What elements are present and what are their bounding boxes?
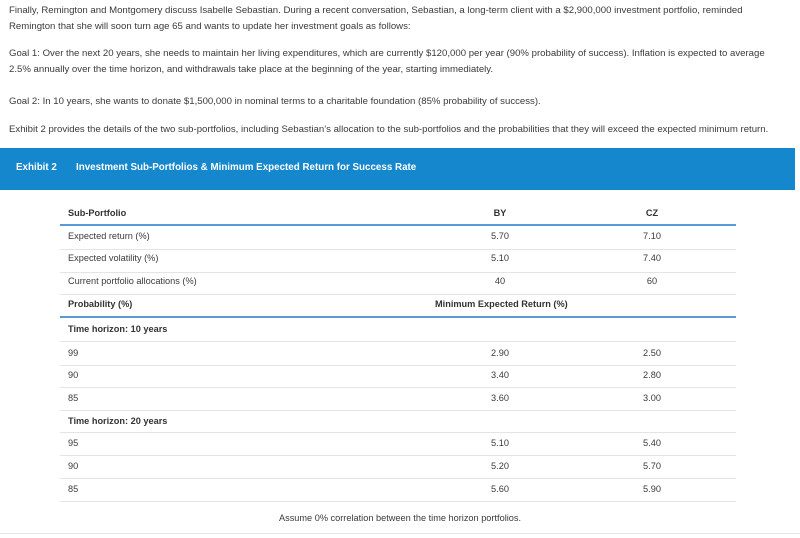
row-cz-value: 2.50 [643, 348, 661, 358]
table-footnote: Assume 0% correlation between the time horizon portfolios. [278, 513, 522, 523]
probability-rule [60, 316, 736, 318]
row-cz-value: 5.90 [643, 484, 661, 494]
header-rule [60, 224, 736, 226]
table-row [60, 231, 736, 247]
header-sub-portfolio: Sub-Portfolio [68, 208, 127, 218]
row-divider [60, 387, 736, 388]
table-row [60, 276, 736, 292]
paragraph-goal1-line1: Goal 1: Over the next 20 years, she needs to maintain her living expenditures, which are currently $120,000 per year (90% probability of success). Inflation is expected to average [9, 48, 765, 59]
paragraph-intro [9, 3, 789, 35]
exhibit-label: Exhibit 2 [16, 162, 57, 173]
row-probability: 99 [68, 348, 79, 358]
row-probability: 90 [68, 461, 79, 471]
paragraph-goal1-line2: 2.5% annually over the time horizon, and withdrawals take place at the beginning of the year, starting immediately. [9, 64, 494, 75]
paragraph-goal1 [9, 46, 789, 78]
header-probability: Probability (%) [68, 299, 133, 309]
paragraph-exhibit-intro: Exhibit 2 provides the details of the two sub-portfolios, including Sebastian’s allocation to the sub-portfolios and the probabilities that they will exceed the expected minimum return. [9, 124, 769, 135]
table-row [60, 484, 736, 500]
row-by-value: 5.10 [491, 438, 509, 448]
row-divider [60, 455, 736, 456]
row-cz-value: 7.10 [643, 231, 661, 241]
row-probability: 85 [68, 484, 79, 494]
row-divider [60, 410, 736, 411]
row-divider [60, 294, 736, 295]
table-row [60, 438, 736, 454]
exhibit-banner [0, 148, 795, 190]
row-by-value: 5.70 [491, 231, 509, 241]
exhibit-title: Investment Sub-Portfolios & Minimum Expected Return for Success Rate [76, 162, 417, 173]
horizon-10-label: Time horizon: 10 years [68, 324, 168, 334]
row-label: Expected return (%) [68, 231, 150, 241]
row-divider [60, 272, 736, 273]
row-label: Current portfolio allocations (%) [68, 276, 197, 286]
row-by-value: 40 [494, 276, 506, 286]
table-row [60, 348, 736, 364]
row-divider [60, 478, 736, 479]
row-by-value: 5.10 [491, 253, 509, 263]
row-cz-value: 60 [646, 276, 658, 286]
row-probability: 95 [68, 438, 79, 448]
row-cz-value: 5.70 [643, 461, 661, 471]
table-row [60, 393, 736, 409]
row-divider [60, 432, 736, 433]
header-by: BY [493, 208, 507, 218]
page-bottom-divider [0, 533, 800, 534]
row-by-value: 3.40 [491, 370, 509, 380]
row-divider [60, 249, 736, 250]
header-min-expected-return: Minimum Expected Return (%) [435, 299, 568, 309]
row-by-value: 5.60 [491, 484, 509, 494]
row-cz-value: 3.00 [643, 393, 661, 403]
header-cz: CZ [645, 208, 659, 218]
row-cz-value: 2.80 [643, 370, 661, 380]
row-by-value: 5.20 [491, 461, 509, 471]
table-row [60, 461, 736, 477]
row-probability: 90 [68, 370, 79, 380]
horizon-20-label: Time horizon: 20 years [68, 416, 168, 426]
row-cz-value: 5.40 [643, 438, 661, 448]
row-label: Expected volatility (%) [68, 253, 159, 263]
paragraph-intro-line2: Remington that she will soon turn age 65 and wants to update her investment goals as follows: [9, 21, 411, 32]
paragraph-goal2: Goal 2: In 10 years, she wants to donate $1,500,000 in nominal terms to a charitable foundation (85% probability of success). [9, 96, 541, 107]
table-row [60, 253, 736, 269]
row-cz-value: 7.40 [643, 253, 661, 263]
row-by-value: 3.60 [491, 393, 509, 403]
row-divider [60, 365, 736, 366]
row-probability: 85 [68, 393, 79, 403]
table-row [60, 370, 736, 386]
row-divider [60, 501, 736, 502]
row-divider [60, 341, 736, 342]
paragraph-intro-line1: Finally, Remington and Montgomery discuss Isabelle Sebastian. During a recent conversation, Sebastian, a long-term client with a $2,900,000 investment portfolio, reminded [9, 5, 743, 16]
row-by-value: 2.90 [491, 348, 509, 358]
